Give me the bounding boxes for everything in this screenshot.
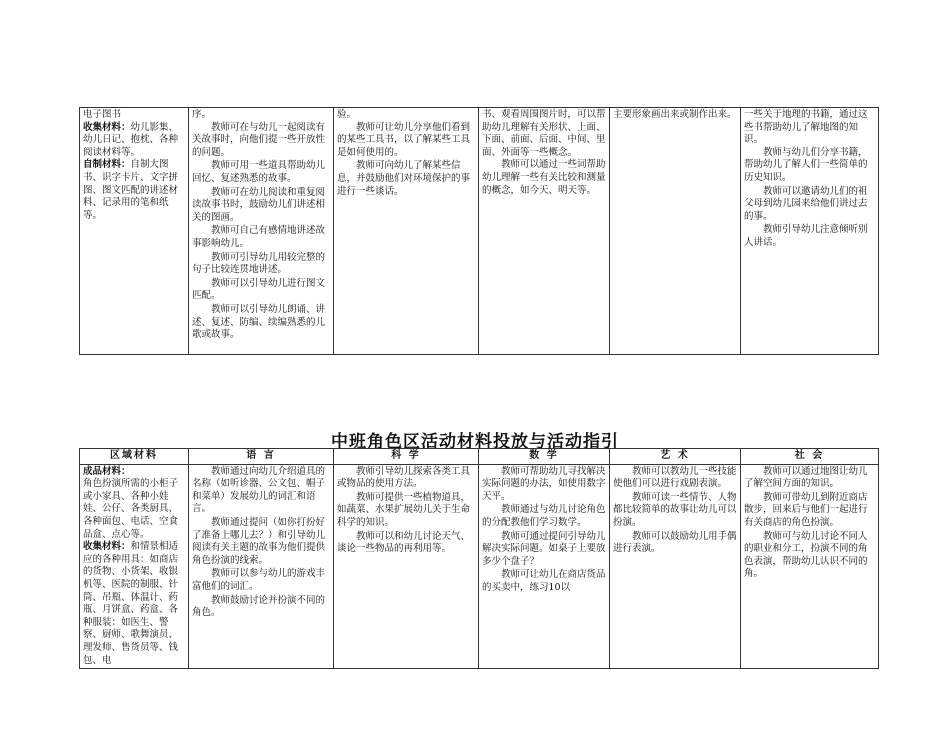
paragraph: 教师可自己有感情地讲述故事影响幼儿。 bbox=[192, 225, 326, 249]
paragraph: 教师可以鼓励幼儿用手偶进行表演。 bbox=[613, 530, 737, 555]
cell-text bbox=[83, 159, 185, 222]
paragraph: 教师可以通过地图让幼儿了解空间方面的知识。 bbox=[744, 465, 868, 490]
column-header-materials: 区域材料 bbox=[80, 449, 189, 465]
paragraph: 教师通过提问（如你打扮好了准备上哪儿去？）和引导幼儿阅读有关主题的故事为他们提供角色扮演的线索。 bbox=[192, 516, 326, 566]
paragraph: 教师可在幼儿阅读和重复阅读故事书时，鼓励幼儿们讲述相关的图画。 bbox=[192, 186, 326, 223]
cell-text: 电子图书 bbox=[83, 109, 122, 120]
column-header-art: 艺 术 bbox=[610, 449, 741, 465]
table-row bbox=[80, 464, 879, 669]
paragraph: 主要形象画出来或制作出来。 bbox=[613, 109, 737, 120]
art-cell bbox=[610, 464, 741, 669]
paragraph: 教师可提供一些植物道具，如蔬菜、水果扩展幼儿关于生命科学的知识。 bbox=[337, 491, 471, 528]
paragraph: 教师可以通过一些词帮助幼儿理解一些有关比较和测量的概念，如今天、明天等。 bbox=[482, 159, 606, 196]
cell-text bbox=[83, 541, 185, 667]
language-cell bbox=[189, 108, 334, 355]
paragraph: 教师可与幼儿讨论不同人的职业和分工，扮演不同的角色表演，帮助幼儿认识不同的角。 bbox=[744, 530, 868, 580]
paragraph: 教师通过与幼儿讨论角色的分配教他们学习数学。 bbox=[482, 504, 606, 528]
label: 收集材料： bbox=[83, 541, 131, 553]
materials-cell bbox=[80, 464, 189, 669]
role-area-guide-table bbox=[79, 448, 879, 669]
paragraph: 一些关于地理的书籍，通过这些书帮助幼儿了解地图的知识。 bbox=[744, 109, 868, 146]
math-cell bbox=[479, 108, 610, 355]
paragraph: 书、观看周围图片时，可以帮助幼儿理解有关形状、上面、下面、前面、后面、中间、里面、外面等一些概念。 bbox=[482, 109, 606, 158]
paragraph: 教师可以和幼儿讨论天气、谈论一些物品的再利用等。 bbox=[337, 530, 471, 555]
society-cell bbox=[741, 108, 879, 355]
page-title: 中班角色区活动材料投放与活动指引 bbox=[331, 432, 619, 452]
paragraph: 教师可让幼儿分享他们看到的某些工具书，以了解某些工具是如何使用的。 bbox=[337, 121, 471, 158]
label: 成品材料： bbox=[83, 465, 131, 477]
cell-text bbox=[83, 122, 185, 160]
science-cell bbox=[334, 108, 479, 355]
paragraph: 教师可帮助幼儿寻找解决实际问题的办法，如使用数字天平。 bbox=[482, 465, 606, 502]
column-header-society: 社 会 bbox=[741, 449, 879, 465]
paragraph: 教师可以参与幼儿的游戏丰富他们的词汇。 bbox=[192, 568, 326, 592]
paragraph: 教师可以引导幼儿进行图文匹配。 bbox=[192, 277, 326, 302]
cell-text: 角色扮演所需的小柜子或小家具、各种小娃娃、公仔、各类厨具、各种面包、电话、空食品盒、点心等。 bbox=[83, 478, 179, 540]
paragraph: 教师鼓励讨论并扮演不同的角色。 bbox=[192, 594, 326, 619]
column-header-language: 语 言 bbox=[189, 449, 334, 465]
guide-table-continued bbox=[79, 107, 879, 355]
paragraph: 教师可用一些道具帮助幼儿回忆、复述熟悉的故事。 bbox=[192, 160, 326, 184]
paragraph: 教师可以引导幼儿朗诵、讲述、复述、防编、续编熟悉的儿歌或故事。 bbox=[192, 303, 326, 341]
paragraph: 教师通过向幼儿介绍道具的名称（如听诊器、公文包、帽子和菜单）发展幼儿的词汇和语言。 bbox=[192, 465, 326, 515]
paragraph: 教师可向幼儿了解某些信息，并鼓励他们对环境保护的事进行一些谈话。 bbox=[337, 160, 471, 197]
label: 收集材料： bbox=[83, 121, 131, 133]
paragraph: 序。 bbox=[192, 109, 212, 120]
paragraph: 教师可读一些情节、人物都比较简单的故事让幼儿可以扮演。 bbox=[613, 491, 737, 528]
cell-text: 幼儿影集、幼儿日记、抱枕、各种阅读材料等。 bbox=[83, 121, 179, 158]
cell-text: 自制大图书、识字卡片、文字拼图、图文匹配的讲述材料、记录用的笔和纸等。 bbox=[83, 159, 179, 221]
paragraph: 教师与幼儿们分享书籍，帮助幼儿了解人们一些简单的历史知识。 bbox=[744, 146, 868, 183]
paragraph: 教师可在与幼儿一起阅读有关故事时，向他们提一些开放性的问题。 bbox=[192, 121, 326, 158]
paragraph: 教师可引导幼儿用较完整的句子比较连贯地讲述。 bbox=[192, 251, 326, 276]
label: 自制材料： bbox=[83, 159, 131, 171]
materials-cell bbox=[80, 108, 189, 355]
society-cell bbox=[741, 464, 879, 669]
paragraph: 教师可以邀请幼儿们的祖父母到幼儿园来给他们讲过去的事。 bbox=[744, 185, 868, 222]
math-cell bbox=[479, 464, 610, 669]
language-cell bbox=[189, 464, 334, 669]
cell-text: 和情景相适应的各种用具：如商店的货物、小货架、收银机等、医院的制服、针筒、吊瓶、体温计、药瓶、月饼盒、药盒、各种服装：如医生、警察、厨师、歌舞演员、理发师、售货员等、钱包、电 bbox=[83, 541, 179, 666]
column-header-math: 数 学 bbox=[479, 449, 610, 465]
column-header-science: 科 学 bbox=[334, 449, 479, 465]
table-row bbox=[80, 108, 879, 355]
paragraph: 教师引导幼儿探索各类工具或物品的使用方法。 bbox=[337, 465, 471, 490]
header-row bbox=[80, 449, 879, 465]
paragraph: 教师可以教幼儿一些技能使他们可以进行戏剧表演。 bbox=[613, 465, 737, 490]
paragraph: 教师可带幼儿到附近商店散步，回来后与他们一起进行有关商店的角色扮演。 bbox=[744, 491, 868, 528]
art-cell bbox=[610, 108, 741, 355]
paragraph: 教师可让幼儿在商店货品的买卖中，练习10以 bbox=[482, 569, 606, 593]
paragraph: 教师可通过提问引导幼儿解决实际问题。如桌子上要放多少个盘子？ bbox=[482, 530, 606, 567]
paragraph: 验。 bbox=[337, 109, 357, 120]
science-cell bbox=[334, 464, 479, 669]
paragraph: 教师引导幼儿注意倾听别人讲话。 bbox=[744, 224, 868, 248]
